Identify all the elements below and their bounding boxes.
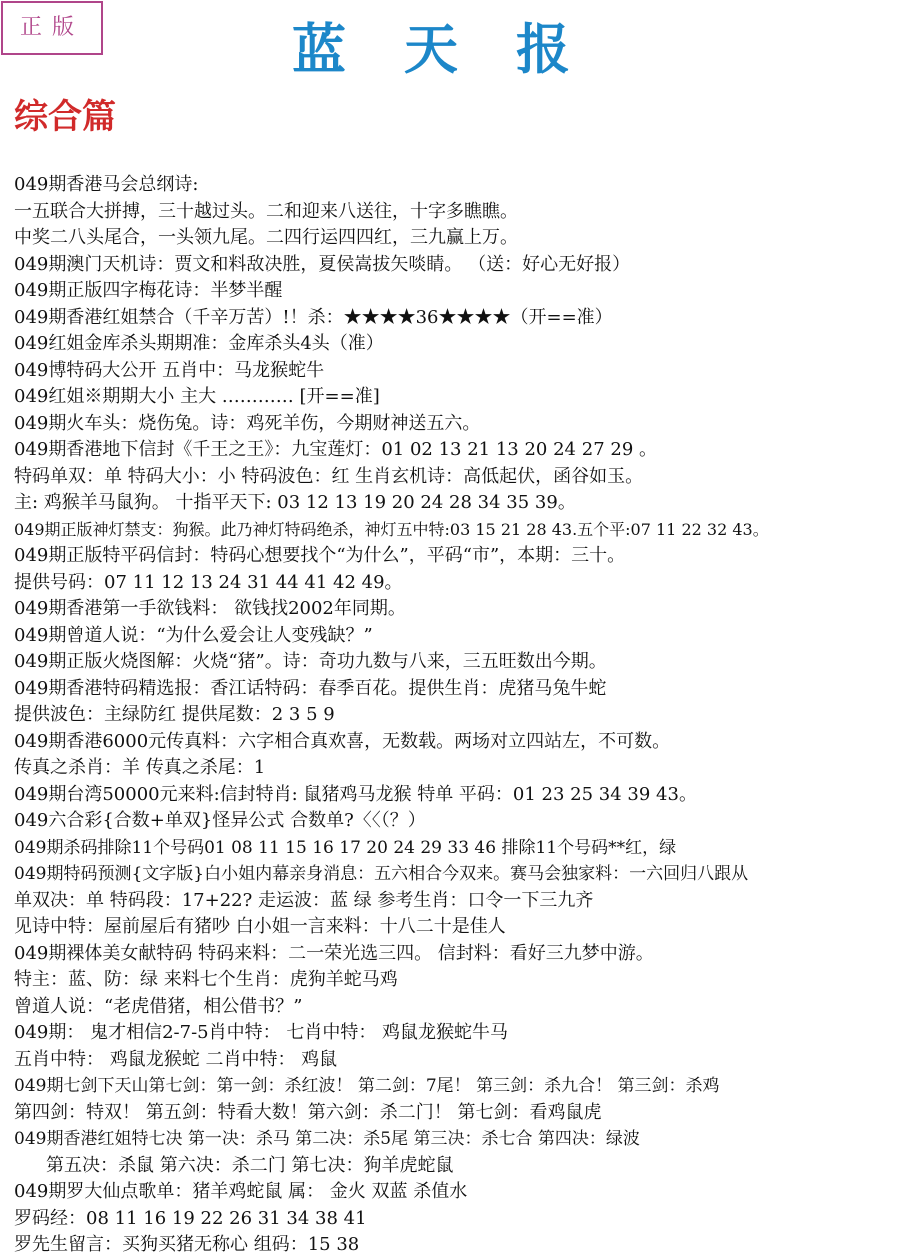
text-line: 049期杀码排除11个号码01 08 11 15 16 17 20 24 29 33 46 排除11个号码**红，绿 (14, 837, 677, 858)
text-line: 049期香港红姐特七决 第一决：杀马 第二决：杀5尾 第三决：杀七合 第四决：绿波 (14, 1129, 640, 1149)
text-line: 049期台湾50000元来料:信封特肖: 鼠猪鸡马龙猴 特单 平码：01 23 25 34 39 43。 (14, 783, 697, 805)
text-line: 049期香港特码精选报：香江话特码：春季百花。提供生肖：虎猪马兔牛蛇 (14, 677, 607, 699)
text-line: 049期香港马会总纲诗: (14, 174, 199, 195)
text-line: 一五联合大拼搏，三十越过头。二和迎来八送往，十字多瞧瞧。 (14, 200, 518, 222)
text-line: 中奖二八头尾合，一头领九尾。二四行运四四红，三九赢上万。 (14, 227, 518, 248)
text-line: 049期香港第一手欲钱料： 欲钱找2002年同期。 (14, 598, 406, 619)
article-body (14, 172, 898, 1259)
text-line: 五肖中特： 鸡鼠龙猴蛇 二肖中特： 鸡鼠 (14, 1048, 338, 1070)
text-line: 049期香港地下信封《千王之王》：九宝莲灯：01 02 13 21 13 20 24 27 29 。 (14, 439, 657, 460)
text-line: 049期曾道人说：“为什么爱会让人变残缺？” (14, 624, 373, 646)
text-line: 提供波色：主绿防红 提供尾数：2 3 5 9 (14, 704, 335, 725)
text-line: 罗先生留言：买狗买猪无称心 组码：15 38 (14, 1234, 360, 1255)
text-line: 特主：蓝、防：绿 来料七个生肖：虎狗羊蛇马鸡 (14, 969, 398, 990)
text-line: 主: 鸡猴羊马鼠狗。 十指平天下: 03 12 13 19 20 24 28 34 35 39。 (14, 492, 576, 513)
text-line: 049期： 鬼才相信2-7-5肖中特： 七肖中特： 鸡鼠龙猴蛇牛马 (14, 1022, 509, 1043)
newspaper-title: 蓝天报 (292, 17, 628, 81)
text-line: 049期正版神灯禁支：狗猴。此乃神灯特码绝杀，神灯五中特:03 15 21 28 43.五个平:07 11 22 32 43。 (14, 519, 769, 539)
text-line: 049期香港红姐禁合（千辛万苦）!！杀：★★★★36★★★★（开==准） (14, 306, 613, 328)
edition-badge: 正版 (1, 1, 103, 55)
text-line: 049期罗大仙点歌单：猪羊鸡蛇鼠 属： 金火 双蓝 杀值水 (14, 1181, 468, 1202)
text-line: 罗码经：08 11 16 19 22 26 31 34 38 41 (14, 1207, 367, 1229)
text-line: 049红姐金库杀头期期准：金库杀头4头（准） (14, 333, 384, 354)
text-line: 049期裸体美女献特码 特码来料：二一荣光选三四。 信封料：看好三九梦中游。 (14, 942, 654, 964)
text-line: 曾道人说：“老虎借猪，相公借书？” (14, 995, 303, 1017)
text-line: 049六合彩{合数+单双}怪异公式 合数单?〈〈（？） (14, 810, 426, 831)
text-line: 提供号码：07 11 12 13 24 31 44 41 42 49。 (14, 571, 403, 593)
text-line: 049期正版特平码信封：特码心想要找个“为什么”，平码“市”，本期：三十。 (14, 545, 626, 566)
text-line: 第四剑：特双！ 第五剑：特看大数！第六剑：杀二门！ 第七剑：看鸡鼠虎 (14, 1101, 602, 1123)
text-line: 特码单双：单 特码大小：小 特码波色：红 生肖玄机诗：高低起伏，函谷如玉。 (14, 465, 644, 487)
text-line: 见诗中特：屋前屋后有猪吵 白小姐一言来料：十八二十是佳人 (14, 916, 506, 937)
text-line: 传真之杀肖：羊 传真之杀尾：1 (14, 757, 266, 778)
text-line: 049期正版四字梅花诗：半梦半醒 (14, 280, 283, 301)
text-line: 049期七剑下天山第七剑：第一剑：杀红波！ 第二剑：7尾！ 第三剑：杀九合！ 第三剑：杀鸡 (14, 1076, 720, 1096)
text-line: 049红姐※期期大小 主大 ………… [开==准] (14, 386, 380, 407)
text-line: 049期澳门天机诗：贾文和料敌决胜，夏侯嵩拔矢啖睛。 （送：好心无好报） (14, 253, 631, 275)
text-line: 049期正版火烧图解：火烧“猪”。诗：奇功九数与八来，三五旺数出今期。 (14, 651, 607, 672)
text-line: 第五决：杀鼠 第六决：杀二门 第七决：狗羊虎蛇鼠 (46, 1154, 454, 1176)
text-line: 049期火车头：烧伤兔。诗：鸡死羊伤，今期财神送五六。 (14, 412, 481, 434)
text-line: 049期特码预测{文字版}白小姐内幕亲身消息：五六相合今双来。赛马会独家料：一六回归八跟从 (14, 864, 749, 884)
text-line: 049期香港6000元传真料：六字相合真欢喜，无数载。两场对立四站左，不可数。 (14, 730, 671, 752)
section-heading: 综合篇 (14, 97, 116, 137)
text-line: 049博特码大公开 五肖中：马龙猴蛇牛 (14, 359, 325, 381)
text-line: 单双决：单 特码段：17+22? 走运波：蓝 绿 参考生肖：口令一下三九齐 (14, 889, 594, 911)
